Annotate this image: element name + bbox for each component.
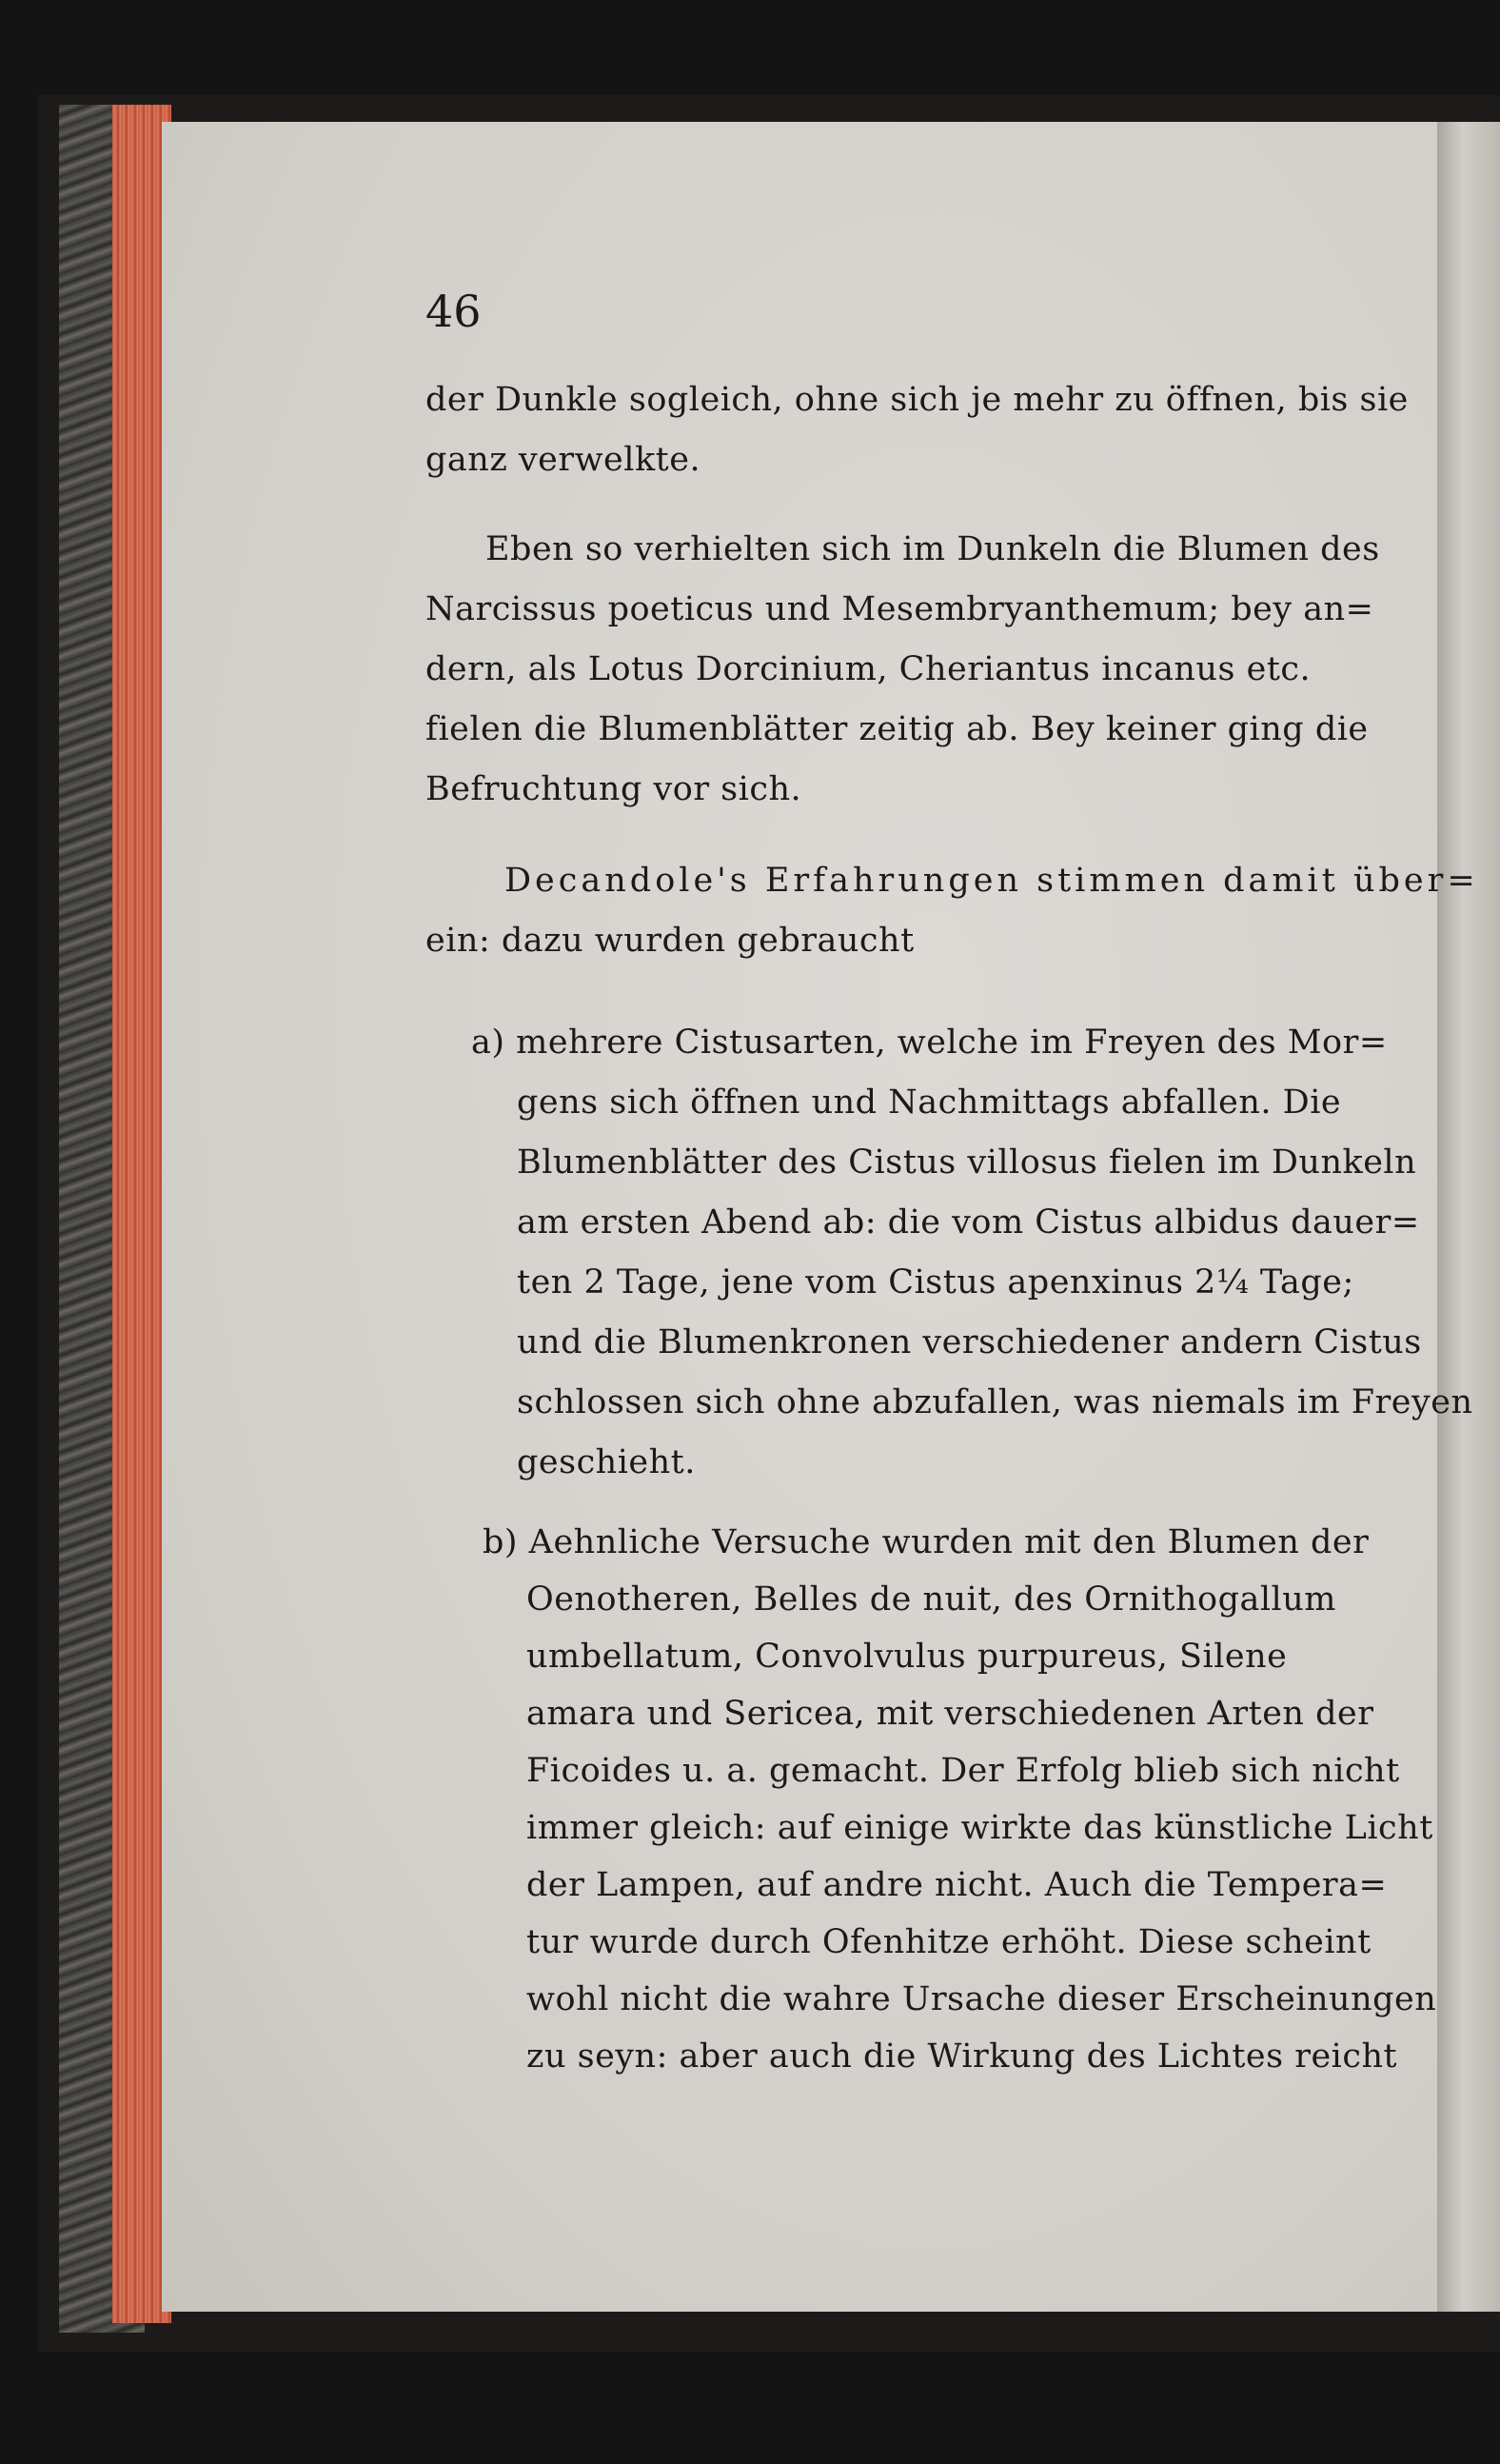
text-line: Decandole's Erfahrungen stimmen damit über= (504, 862, 1479, 900)
text-line: immer gleich: auf einige wirkte das künstliche Licht (526, 1809, 1433, 1847)
text-line: schlossen sich ohne abzufallen, was niemals im Freyen (517, 1383, 1473, 1421)
text-line: geschieht. (517, 1443, 696, 1481)
text-line: gens sich öffnen und Nachmittags abfallen. Die (517, 1083, 1342, 1122)
text-line: Eben so verhielten sich im Dunkeln die Blumen des (485, 530, 1380, 568)
text-line: Blumenblätter des Cistus villosus fielen im Dunkeln (517, 1143, 1417, 1182)
text-line: ten 2 Tage, jene vom Cistus apenxinus 2¼ Tage; (517, 1263, 1354, 1302)
text-line: der Dunkle sogleich, ohne sich je mehr zu öffnen, bis sie (425, 381, 1409, 419)
right-page-stack (1437, 122, 1500, 2312)
text-line: der Lampen, auf andre nicht. Auch die Tempera= (526, 1866, 1388, 1904)
text-line: Ficoides u. a. gemacht. Der Erfolg blieb sich nicht (526, 1752, 1400, 1790)
text-line: zu seyn: aber auch die Wirkung des Lichtes reicht (526, 2037, 1398, 2076)
text-line: dern, als Lotus Dorcinium, Cheriantus incanus etc. (425, 650, 1312, 688)
text-line: und die Blumenkronen verschiedener andern Cistus (517, 1323, 1422, 1361)
text-line: ganz verwelkte. (425, 441, 701, 479)
page-number: 46 (425, 286, 482, 337)
text-line: Befruchtung vor sich. (425, 770, 802, 808)
text-line: Narcissus poeticus und Mesembryanthemum; bey an= (425, 590, 1374, 628)
text-line: umbellatum, Convolvulus purpureus, Silene (526, 1638, 1288, 1676)
text-line: tur wurde durch Ofenhitze erhöht. Diese scheint (526, 1923, 1372, 1961)
text-line: Oenotheren, Belles de nuit, des Ornithogallum (526, 1580, 1336, 1619)
text-line: b) Aehnliche Versuche wurden mit den Blumen der (483, 1523, 1370, 1561)
text-line: wohl nicht die wahre Ursache dieser Erscheinungen (526, 1980, 1437, 2018)
text-line: amara und Sericea, mit verschiedenen Arten der (526, 1695, 1374, 1733)
text-line: ein: dazu wurden gebraucht (425, 922, 915, 960)
text-line: fielen die Blumenblätter zeitig ab. Bey keiner ging die (425, 710, 1369, 748)
text-line: a) mehrere Cistusarten, welche im Freyen des Mor= (471, 1023, 1388, 1062)
text-line: am ersten Abend ab: die vom Cistus albidus dauer= (517, 1203, 1420, 1242)
